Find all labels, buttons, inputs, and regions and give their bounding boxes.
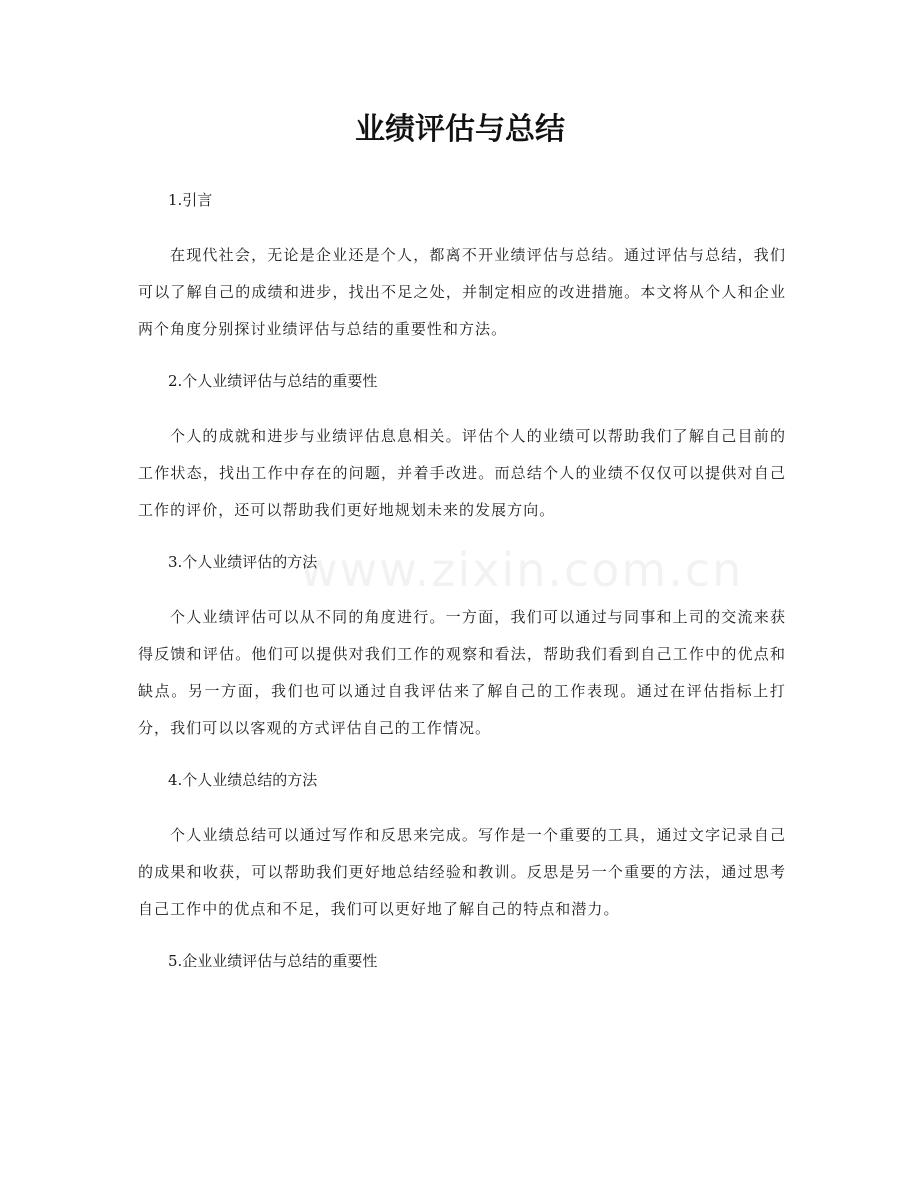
section-personal-evaluation-methods <box>138 544 786 747</box>
section-personal-summary-methods <box>138 762 786 928</box>
section-heading: 4.个人业绩总结的方法 <box>168 771 318 789</box>
document-body <box>138 182 786 998</box>
section-paragraph: 个人的成就和进步与业绩评估息息相关。评估个人的业绩可以帮助我们了解自己目前的工作状态，找出工作中存在的问题，并着手改进。而总结个人的业绩不仅仅可以提供对自己工作的评价，还可以帮助我们更好地规划未来的发展方向。 <box>138 427 786 519</box>
section-heading: 3.个人业绩评估的方法 <box>168 553 318 571</box>
section-personal-importance <box>138 363 786 529</box>
document-title: 业绩评估与总结 <box>355 112 565 147</box>
section-heading: 1.引言 <box>168 191 213 209</box>
section-paragraph: 在现代社会，无论是企业还是个人，都离不开业绩评估与总结。通过评估与总结，我们可以了解自己的成绩和进步，找出不足之处，并制定相应的改进措施。本文将从个人和企业两个角度分别探讨业绩评估与总结的重要性和方法。 <box>138 246 786 338</box>
watermark: www.zixin.com.cn <box>300 543 744 597</box>
section-heading: 5.企业业绩评估与总结的重要性 <box>168 952 378 970</box>
section-paragraph: 个人业绩总结可以通过写作和反思来完成。写作是一个重要的工具，通过文字记录自己的成果和收获，可以帮助我们更好地总结经验和教训。反思是另一个重要的方法，通过思考自己工作中的优点和不足，我们可以更好地了解自己的特点和潜力。 <box>138 826 786 918</box>
section-paragraph: 个人业绩评估可以从不同的角度进行。一方面，我们可以通过与同事和上司的交流来获得反馈和评估。他们可以提供对我们工作的观察和看法，帮助我们看到自己工作中的优点和缺点。另一方面，我们也可以通过自我评估来了解自己的工作表现。通过在评估指标上打分，我们可以以客观的方式评估自己的工作情况。 <box>138 608 786 737</box>
section-introduction <box>138 182 786 348</box>
section-enterprise-importance <box>138 943 786 979</box>
section-heading: 2.个人业绩评估与总结的重要性 <box>168 372 378 390</box>
